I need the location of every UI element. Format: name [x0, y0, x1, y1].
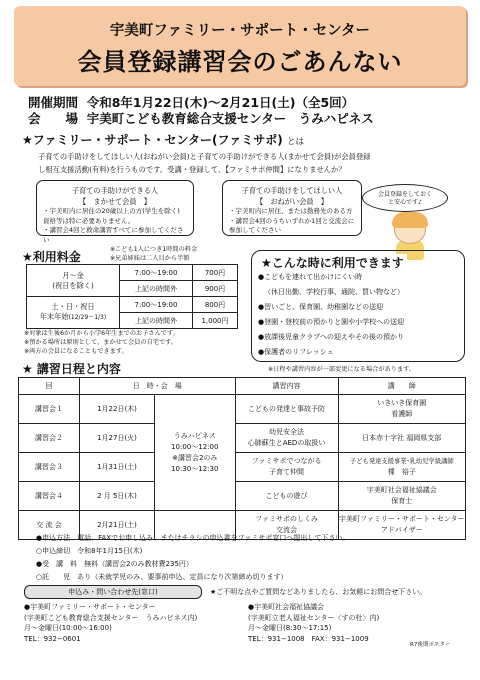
onegai-line: 参加してください [229, 226, 281, 234]
schedule-content [235, 453, 338, 482]
schedule-table [18, 377, 466, 540]
schedule-note: ※日程や講習内容が一部変更になる場合があります。 [268, 366, 415, 373]
fees-title: ★利用料金 [22, 250, 81, 264]
schedule-content [235, 395, 338, 424]
schedule-header: 日 時・会 場 [80, 378, 236, 395]
schedule-date: 1月22日(木) [80, 395, 155, 424]
fees-note: ※こども1人につき1時間の料金 [110, 246, 198, 253]
usage-item: ●登園・登校前の預かりと園や小学校への送迎 [258, 318, 405, 326]
schedule-lecturer-line: アドバイザー [380, 526, 423, 534]
venue-label: 会 場 [28, 111, 79, 126]
schedule-venue-line: 10:30〜12:30 [171, 464, 219, 473]
schedule-no: 講習会１ [19, 395, 80, 424]
onegai-line: ・宇美町内に居住、または勤務先のある方 [229, 207, 353, 215]
contact-left [24, 602, 197, 644]
fee-weekend-cell [27, 297, 120, 329]
schedule-content-line: 交流会 [276, 526, 298, 534]
apply-fee: ●受 講 料 無料（講習会2のみ教材費235円） [36, 560, 193, 568]
contact-left-line: 月〜金曜日(10:00〜16:00) [24, 624, 112, 632]
schedule-lecturer-line: 宇美町ファミリー・サポート・センター [338, 515, 465, 523]
schedule-lecturer [338, 511, 465, 540]
schedule-no: 講習会２ [19, 424, 80, 453]
schedule-lecturer-line: 看護師 [391, 410, 413, 418]
schedule-content-line: ファミサポのしくみ [255, 515, 318, 523]
schedule-content-line: 心肺蘇生とAEDの取扱い [247, 439, 326, 447]
contact-left-line: ●宇美町ファミリー・サポート・センター [24, 603, 156, 611]
event-venue [28, 111, 374, 127]
schedule-date: 1月27日(火) [80, 424, 155, 453]
schedule-lecturer-line: 日本赤十字社 福岡県支部 [362, 434, 442, 442]
fee-time: 上記の時間外 [120, 281, 193, 297]
fees-footnote: ※対象は生後6か月から小学6年生までのお子さんです。 [24, 330, 179, 337]
apply-childcare: ○託 児 あり（未就学児のみ、要事前申込、定員になり次第締め切ります） [36, 573, 288, 581]
fee-weekday-sub: (祝日を除く) [52, 280, 94, 290]
header-subtitle: 宇美町ファミリー・サポート・センター [109, 23, 371, 39]
usage-item: ●こどもを連れて出かけにくい時 [258, 273, 363, 281]
onegai-line: ・講習会4回のうちいずれか1回と交流会に [229, 216, 355, 225]
schedule-lecturer [338, 482, 465, 511]
usage-item: （休日出勤、学校行事、通院、買い物など） [264, 288, 404, 296]
child-illustration-hair [392, 212, 428, 228]
schedule-content [235, 482, 338, 511]
schedule-lecturer [338, 424, 465, 453]
fee-weekend-label: 土・日・祝日 [51, 302, 95, 311]
usage-item: ●保護者のリフレッシュ [258, 348, 334, 356]
schedule-lecturer-line: いきいき保育園 [377, 399, 427, 407]
schedule-content-line: 幼児安全法 [269, 428, 305, 436]
usage-title: ★こんな時に利用できます [258, 254, 407, 271]
schedule-content-line: こどもの発達と事故予防 [248, 405, 326, 413]
fee-weekday-label: 月〜金 [62, 270, 84, 280]
makasete-member-box [36, 180, 194, 244]
header-title: 会員登録講習会のごあんない [77, 48, 403, 76]
speech-bubble [362, 184, 448, 212]
makasete-line: ・講習会4回と救命講習すべてに参加してください [43, 226, 184, 244]
schedule-title: ★ 講習日程と内容 [22, 362, 121, 376]
contact-left-phone: TEL：932−0601 [24, 634, 81, 643]
contact-label: 申込み・問い合わせ先(窓口) [24, 585, 202, 599]
fees-footnote: ※両方の会員になることもできます。 [24, 348, 128, 355]
onegai-member-box [222, 180, 362, 236]
schedule-lecturer-line: 子ども発達支援事業･乳幼児学級講師 [349, 458, 454, 465]
contact-note: ★ご不明な点やご質問などありましたら、お気軽にお問合せ下さい。 [210, 588, 427, 596]
header-banner [14, 6, 466, 86]
apply-deadline: ○申込締切 令和8年1月15日(木) [36, 547, 143, 555]
schedule-lecturer-line: 保育士 [391, 497, 413, 505]
fee-table [26, 264, 238, 329]
schedule-venue-line: ※講習会2のみ [172, 453, 218, 462]
schedule-venue [155, 395, 236, 511]
fee-time: 7:00〜19:00 [120, 297, 193, 313]
schedule-content-line: こどもの遊び [265, 492, 308, 500]
makasete-title: 子育ての手助けができる人 [71, 186, 159, 195]
bubble-line: と安心です♪ [388, 199, 422, 206]
schedule-content-line: 子育て仲間 [269, 468, 305, 476]
contact-right-line: (宇美町立老人福祉センター〈すの杜〉内) [248, 613, 380, 622]
fees-footnote: ※預かる場所は原則として、まかせて会員の自宅です。 [24, 339, 178, 346]
famisapo-desc-line: 子育ての手助けをしてほしい人(おねがい会員)と子育ての手助けができる人(まかせて会員)が会員登録 [38, 152, 371, 161]
contact-right-line: ●宇美町社会福祉協議会 [248, 603, 325, 611]
period-value: 令和8年1月22日(木)〜2月21日(土)（全5回） [86, 95, 355, 110]
onegai-title: 子育ての手助けをしてほしい人 [241, 186, 343, 195]
makasete-line: 資格等は特に必要ありません。 [43, 216, 135, 225]
schedule-date: 1月31日(土) [80, 453, 155, 482]
schedule-venue-line: 10:00〜12:00 [171, 442, 219, 451]
schedule-header: 回 [19, 378, 80, 395]
famisapo-description [38, 150, 448, 176]
schedule-no: 講習会４ [19, 482, 80, 511]
schedule-lecturer-line: 宇美町社会福祉協議会 [366, 486, 437, 494]
schedule-no: 交 流 会 [19, 511, 80, 540]
bubble-line: 会員登録をしておく [377, 191, 432, 198]
famisapo-heading [22, 131, 304, 148]
fee-weekday-cell [27, 265, 120, 297]
fee-weekend-sub-label: 年末年始 [39, 312, 69, 321]
event-period [28, 95, 374, 111]
famisapo-title-suffix: とは [286, 137, 304, 147]
famisapo-desc-line: し相互支援活動(有料)を行うものです。受講・登録して、【ファミサポ仲間】になりませんか？ [38, 165, 346, 174]
fee-price: 1,000円 [193, 313, 238, 329]
schedule-header: 講習内容 [235, 378, 338, 395]
poster-footer: R7後期ポスター [410, 642, 451, 648]
fee-price: 900円 [193, 281, 238, 297]
fee-price: 700円 [193, 265, 238, 281]
fee-weekend-sub [27, 312, 119, 323]
period-label: 開催期間 [28, 95, 79, 110]
schedule-content [235, 424, 338, 453]
venue-value: 宇美町こども教育総合支援センター うみハピネス [86, 111, 374, 126]
schedule-lecturer [338, 395, 465, 424]
schedule-lecturer-line: 楪 裕子 [387, 468, 416, 476]
makasete-line: ・宇美町内に居住の20歳以上の方(学生を除く) [43, 207, 180, 215]
schedule-date: 2 月 5日(木) [80, 482, 155, 511]
schedule-no: 講習会３ [19, 453, 80, 482]
contact-right [248, 602, 379, 644]
onegai-title-label: 【 おねがい会員 】 [256, 197, 328, 206]
schedule-content-line: ファミサポでつながる [251, 457, 322, 465]
contact-right-line: 月〜金曜日(8:30〜17:15) [248, 624, 332, 632]
usage-item: ●習いごと、保育園、幼稚園などの送迎 [258, 303, 384, 311]
fee-time: 上記の時間外 [120, 313, 193, 329]
fee-price: 800円 [193, 297, 238, 313]
usage-item: ●放課後児童クラブへの迎えやその後の預かり [258, 333, 404, 341]
event-info [28, 95, 374, 127]
schedule-lecturer [338, 453, 465, 482]
fees-note: ※兄弟姉妹は二人目から半額 [110, 255, 190, 262]
apply-method: ●申込方法 電話、FAXでお申し込み、またはチラシの申込書をファミサポ窓口へ提出して下さい。 [36, 534, 350, 542]
schedule-date: 2月21日(土) [80, 511, 155, 540]
schedule-venue-line: うみハピネス [173, 431, 216, 440]
fee-time: 7:00〜19:00 [120, 265, 193, 281]
schedule-header: 講 師 [338, 378, 465, 395]
famisapo-title: ★ファミリー・サポート・センター(ファミサポ) [22, 133, 283, 147]
contact-left-line: (宇美町こども教育総合支援センター うみハピネス内) [24, 613, 198, 622]
makasete-title-label: 【 まかせて会員 】 [79, 197, 151, 206]
fee-weekend-sub-range: (12/29〜1/3) [68, 314, 107, 321]
contact-right-phone: TEL：931−1008 FAX：931−1009 [248, 634, 369, 643]
